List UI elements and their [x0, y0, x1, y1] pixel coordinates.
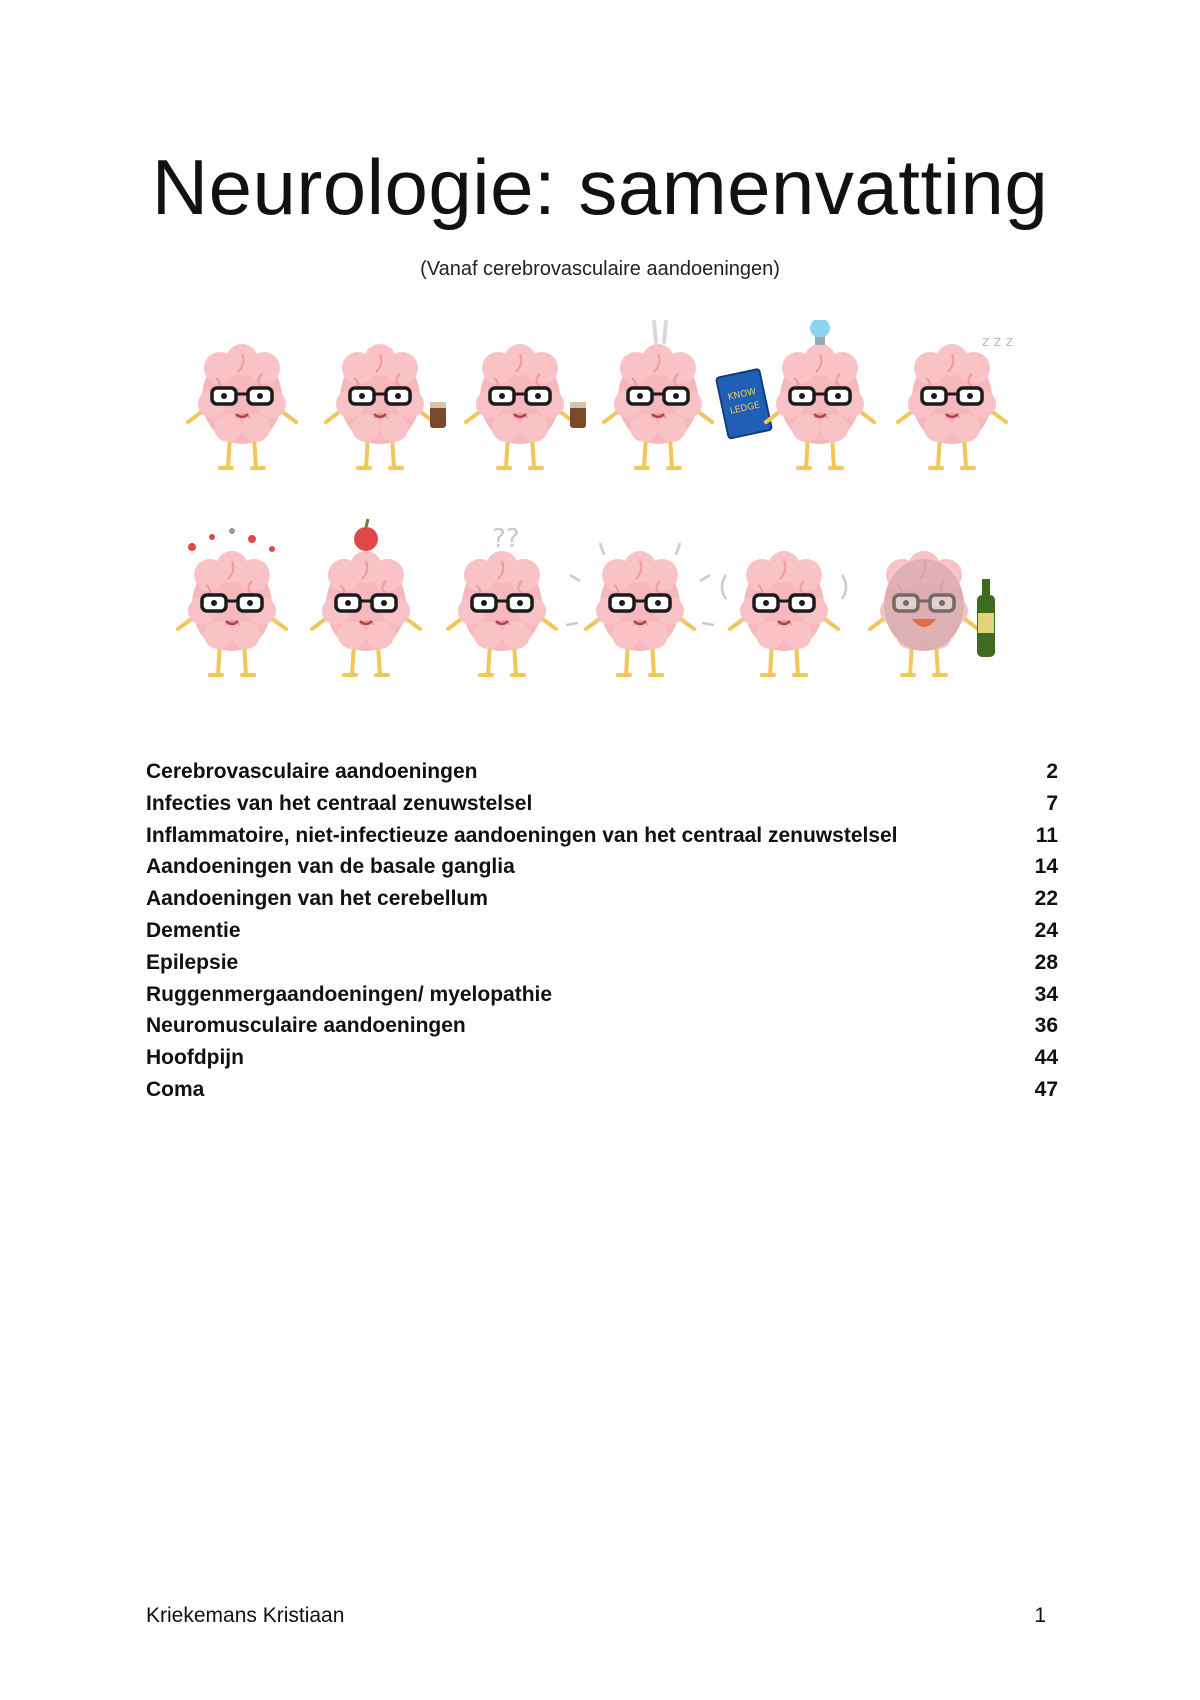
toc-entry[interactable] — [146, 983, 1058, 1015]
toc-entry-label: Epilepsie — [146, 950, 239, 974]
toc-entry-page: 14 — [1034, 855, 1058, 879]
toc-entry[interactable] — [146, 1046, 1058, 1078]
toc-entry[interactable] — [146, 760, 1058, 792]
toc-entry-label: Infecties van het centraal zenuwstelsel — [146, 791, 533, 815]
toc-entry-label: Neuromusculaire aandoeningen — [146, 1014, 466, 1038]
svg-text:z z z: z z z — [982, 334, 1013, 350]
toc-entry-label: Cerebrovasculaire aandoeningen — [146, 760, 478, 783]
toc-entry-label: Aandoeningen van de basale ganglia — [146, 855, 515, 879]
footer-page-number: 1 — [1034, 1604, 1046, 1627]
toc-entry-label: Ruggenmergaandoeningen/ myelopathie — [146, 982, 553, 1006]
toc-entry[interactable] — [146, 919, 1058, 951]
toc-entry-page: 34 — [1034, 982, 1058, 1006]
svg-text:LEDGE: LEDGE — [729, 400, 761, 417]
footer-author: Kriekemans Kristiaan — [146, 1604, 345, 1627]
toc-entry-page: 47 — [1034, 1077, 1058, 1101]
toc-entry-page: 24 — [1034, 918, 1058, 942]
toc-entry[interactable] — [146, 1078, 1058, 1110]
toc-entry-page: 44 — [1034, 1046, 1058, 1070]
toc-entry[interactable] — [146, 824, 1058, 856]
toc-entry[interactable] — [146, 792, 1058, 824]
toc-entry-page: 28 — [1034, 950, 1058, 974]
toc-entry-label: Dementie — [146, 918, 241, 942]
toc-entry-page: 7 — [1046, 791, 1058, 815]
toc-entry-label: Inflammatoire, niet-infectieuze aandoeningen van het centraal zenuwstelsel — [146, 823, 898, 847]
toc-entry-page: 22 — [1034, 887, 1058, 911]
page-subtitle: (Vanaf cerebrovasculaire aandoeningen) — [420, 258, 780, 280]
toc-entry[interactable] — [146, 1014, 1058, 1046]
toc-entry[interactable] — [146, 887, 1058, 919]
toc-entry-label: Coma — [146, 1077, 205, 1101]
toc-entry[interactable] — [146, 855, 1058, 887]
toc-entry-page: 36 — [1034, 1014, 1058, 1038]
brain-characters-illustration — [170, 320, 1050, 710]
page-title: Neurologie: samenvatting — [151, 143, 1049, 231]
toc-entry-page: 2 — [1046, 760, 1058, 783]
svg-text:??: ?? — [492, 524, 520, 554]
table-of-contents — [146, 760, 1058, 1110]
toc-entry-label: Aandoeningen van het cerebellum — [146, 887, 488, 911]
toc-entry[interactable] — [146, 951, 1058, 983]
svg-text:KNOW: KNOW — [727, 387, 758, 403]
toc-entry-label: Hoofdpijn — [146, 1046, 244, 1070]
toc-entry-page: 11 — [1035, 823, 1058, 847]
